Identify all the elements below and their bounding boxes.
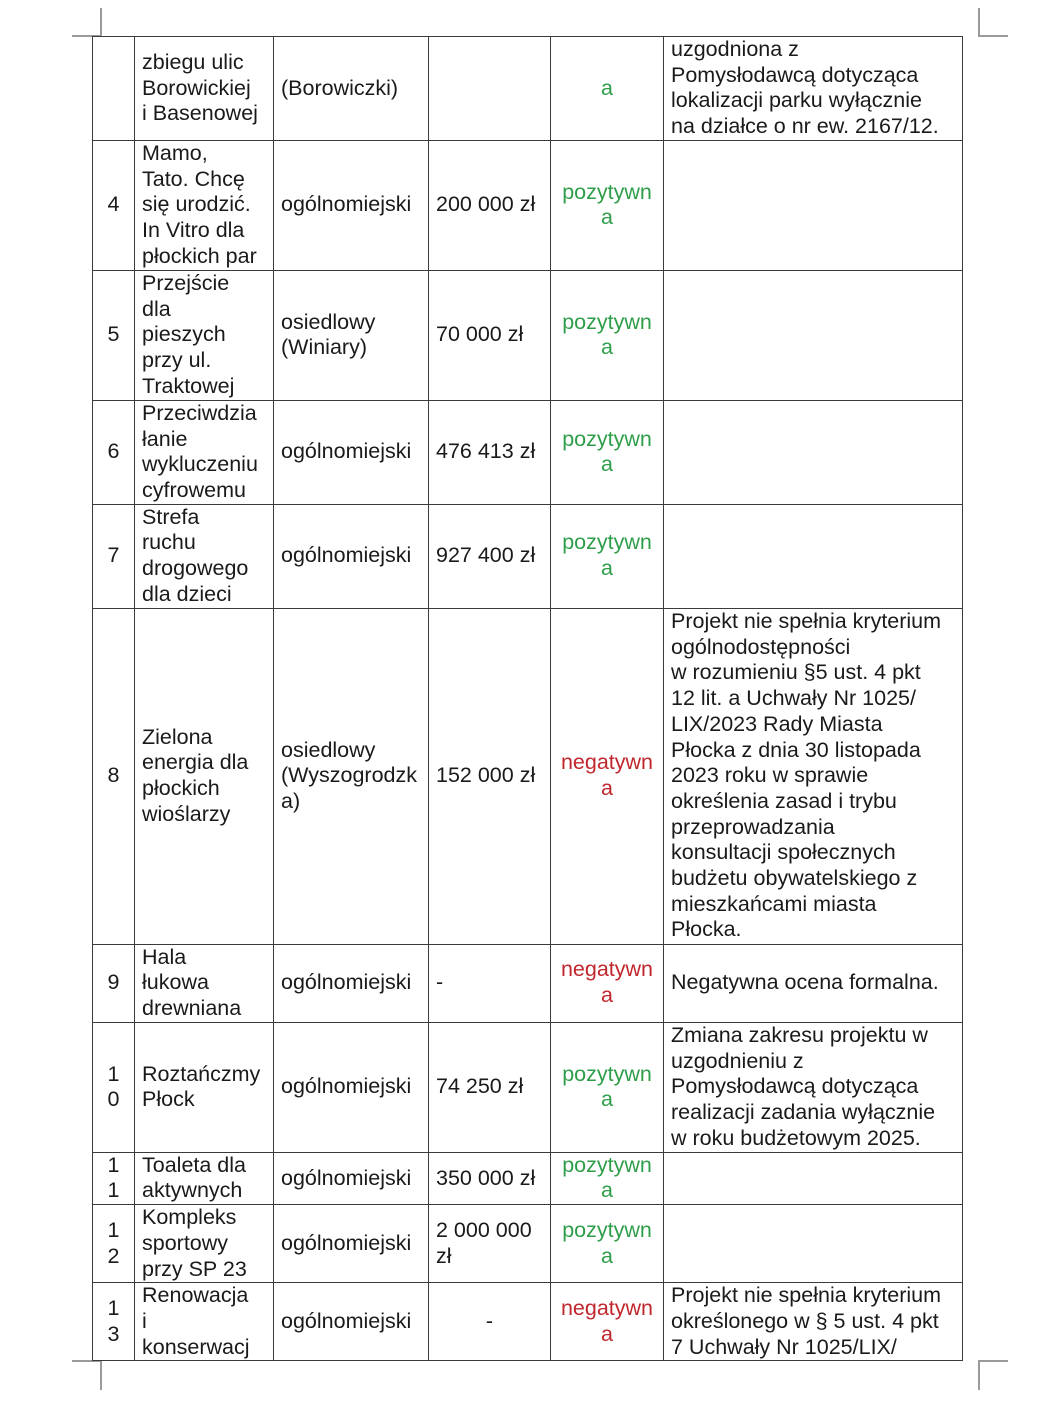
project-amount: 2 000 000 zł	[429, 1205, 551, 1283]
project-type: ogólnomiejski	[274, 140, 429, 270]
project-type: ogólnomiejski	[274, 1022, 429, 1152]
projects-table	[92, 36, 963, 1361]
project-amount: 74 250 zł	[429, 1022, 551, 1152]
remarks: Projekt nie spełnia kryterium ogólnodostępności w rozumieniu §5 ust. 4 pkt 12 lit. a Uchwały Nr 1025/ LIX/2023 Rady Miasta Płocka z dnia 30 listopada 2023 roku w sprawie określenia zasad i trybu przeprowadzania konsultacji społecznych budżetu obywatelskiego z mieszkańcami miasta Płocka.	[664, 608, 963, 944]
remarks	[664, 1205, 963, 1283]
project-type: osiedlowy (Winiary)	[274, 270, 429, 400]
project-amount: 350 000 zł	[429, 1152, 551, 1204]
row-number: 8	[93, 608, 135, 944]
project-name: Strefa ruchu drogowego dla dzieci	[135, 504, 274, 608]
table-row	[93, 140, 963, 270]
project-type: ogólnomiejski	[274, 944, 429, 1022]
row-number: 5	[93, 270, 135, 400]
evaluation-status: negatywn a	[551, 608, 664, 944]
project-amount: 200 000 zł	[429, 140, 551, 270]
evaluation-status: pozytywn a	[551, 504, 664, 608]
project-amount: 152 000 zł	[429, 608, 551, 944]
project-name: Roztańczmy Płock	[135, 1022, 274, 1152]
evaluation-status: pozytywn a	[551, 1152, 664, 1204]
evaluation-status: a	[551, 37, 664, 141]
table-row	[93, 1022, 963, 1152]
project-type: osiedlowy (Wyszogrodzk a)	[274, 608, 429, 944]
projects-table-body	[93, 37, 963, 1361]
table-row	[93, 1205, 963, 1283]
row-number: 1 1	[93, 1152, 135, 1204]
row-number: 6	[93, 400, 135, 504]
remarks: uzgodniona z Pomysłodawcą dotycząca lokalizacji parku wyłącznie na działce o nr ew. 2167/12.	[664, 37, 963, 141]
row-number: 1 3	[93, 1283, 135, 1361]
project-amount: -	[429, 1283, 551, 1361]
project-name: Kompleks sportowy przy SP 23	[135, 1205, 274, 1283]
evaluation-status: pozytywn a	[551, 270, 664, 400]
project-amount: 476 413 zł	[429, 400, 551, 504]
remarks	[664, 504, 963, 608]
project-type: (Borowiczki)	[274, 37, 429, 141]
project-name: Zielona energia dla płockich wioślarzy	[135, 608, 274, 944]
table-row	[93, 504, 963, 608]
project-name: Przeciwdzia łanie wykluczeniu cyfrowemu	[135, 400, 274, 504]
row-number: 7	[93, 504, 135, 608]
evaluation-status: pozytywn a	[551, 1205, 664, 1283]
evaluation-status: pozytywn a	[551, 1022, 664, 1152]
table-row	[93, 1283, 963, 1361]
project-type: ogólnomiejski	[274, 400, 429, 504]
evaluation-status: pozytywn a	[551, 400, 664, 504]
project-type: ogólnomiejski	[274, 1205, 429, 1283]
project-name: Toaleta dla aktywnych	[135, 1152, 274, 1204]
project-type: ogólnomiejski	[274, 504, 429, 608]
crop-mark-bottom-right-v	[978, 1360, 980, 1390]
remarks: Negatywna ocena formalna.	[664, 944, 963, 1022]
remarks	[664, 1152, 963, 1204]
table-row	[93, 270, 963, 400]
remarks: Zmiana zakresu projektu w uzgodnieniu z Pomysłodawcą dotycząca realizacji zadania wyłącznie w roku budżetowym 2025.	[664, 1022, 963, 1152]
crop-mark-top-right-v	[978, 8, 980, 36]
crop-mark-top-left-v	[100, 8, 102, 36]
remarks	[664, 270, 963, 400]
crop-mark-bottom-right-h	[978, 1360, 1008, 1362]
project-type: ogólnomiejski	[274, 1152, 429, 1204]
table-row	[93, 944, 963, 1022]
project-name: Renowacja i konserwacj	[135, 1283, 274, 1361]
project-name: Mamo, Tato. Chcę się urodzić. In Vitro dla płockich par	[135, 140, 274, 270]
project-amount: 927 400 zł	[429, 504, 551, 608]
remarks	[664, 400, 963, 504]
remarks: Projekt nie spełnia kryterium określonego w § 5 ust. 4 pkt 7 Uchwały Nr 1025/LIX/	[664, 1283, 963, 1361]
row-number: 4	[93, 140, 135, 270]
table-row	[93, 1152, 963, 1204]
project-type: ogólnomiejski	[274, 1283, 429, 1361]
table-row	[93, 400, 963, 504]
project-amount	[429, 37, 551, 141]
project-amount: -	[429, 944, 551, 1022]
row-number: 1 2	[93, 1205, 135, 1283]
table-row	[93, 37, 963, 141]
project-name: Hala łukowa drewniana	[135, 944, 274, 1022]
project-name: Przejście dla pieszych przy ul. Traktowej	[135, 270, 274, 400]
remarks	[664, 140, 963, 270]
table-row	[93, 608, 963, 944]
evaluation-status: negatywn a	[551, 944, 664, 1022]
project-name: zbiegu ulic Borowickiej i Basenowej	[135, 37, 274, 141]
evaluation-status: pozytywn a	[551, 140, 664, 270]
crop-mark-top-right-h	[978, 35, 1008, 37]
row-number: 1 0	[93, 1022, 135, 1152]
evaluation-status: negatywn a	[551, 1283, 664, 1361]
row-number: 9	[93, 944, 135, 1022]
row-number	[93, 37, 135, 141]
project-amount: 70 000 zł	[429, 270, 551, 400]
crop-mark-bottom-left-v	[100, 1360, 102, 1390]
